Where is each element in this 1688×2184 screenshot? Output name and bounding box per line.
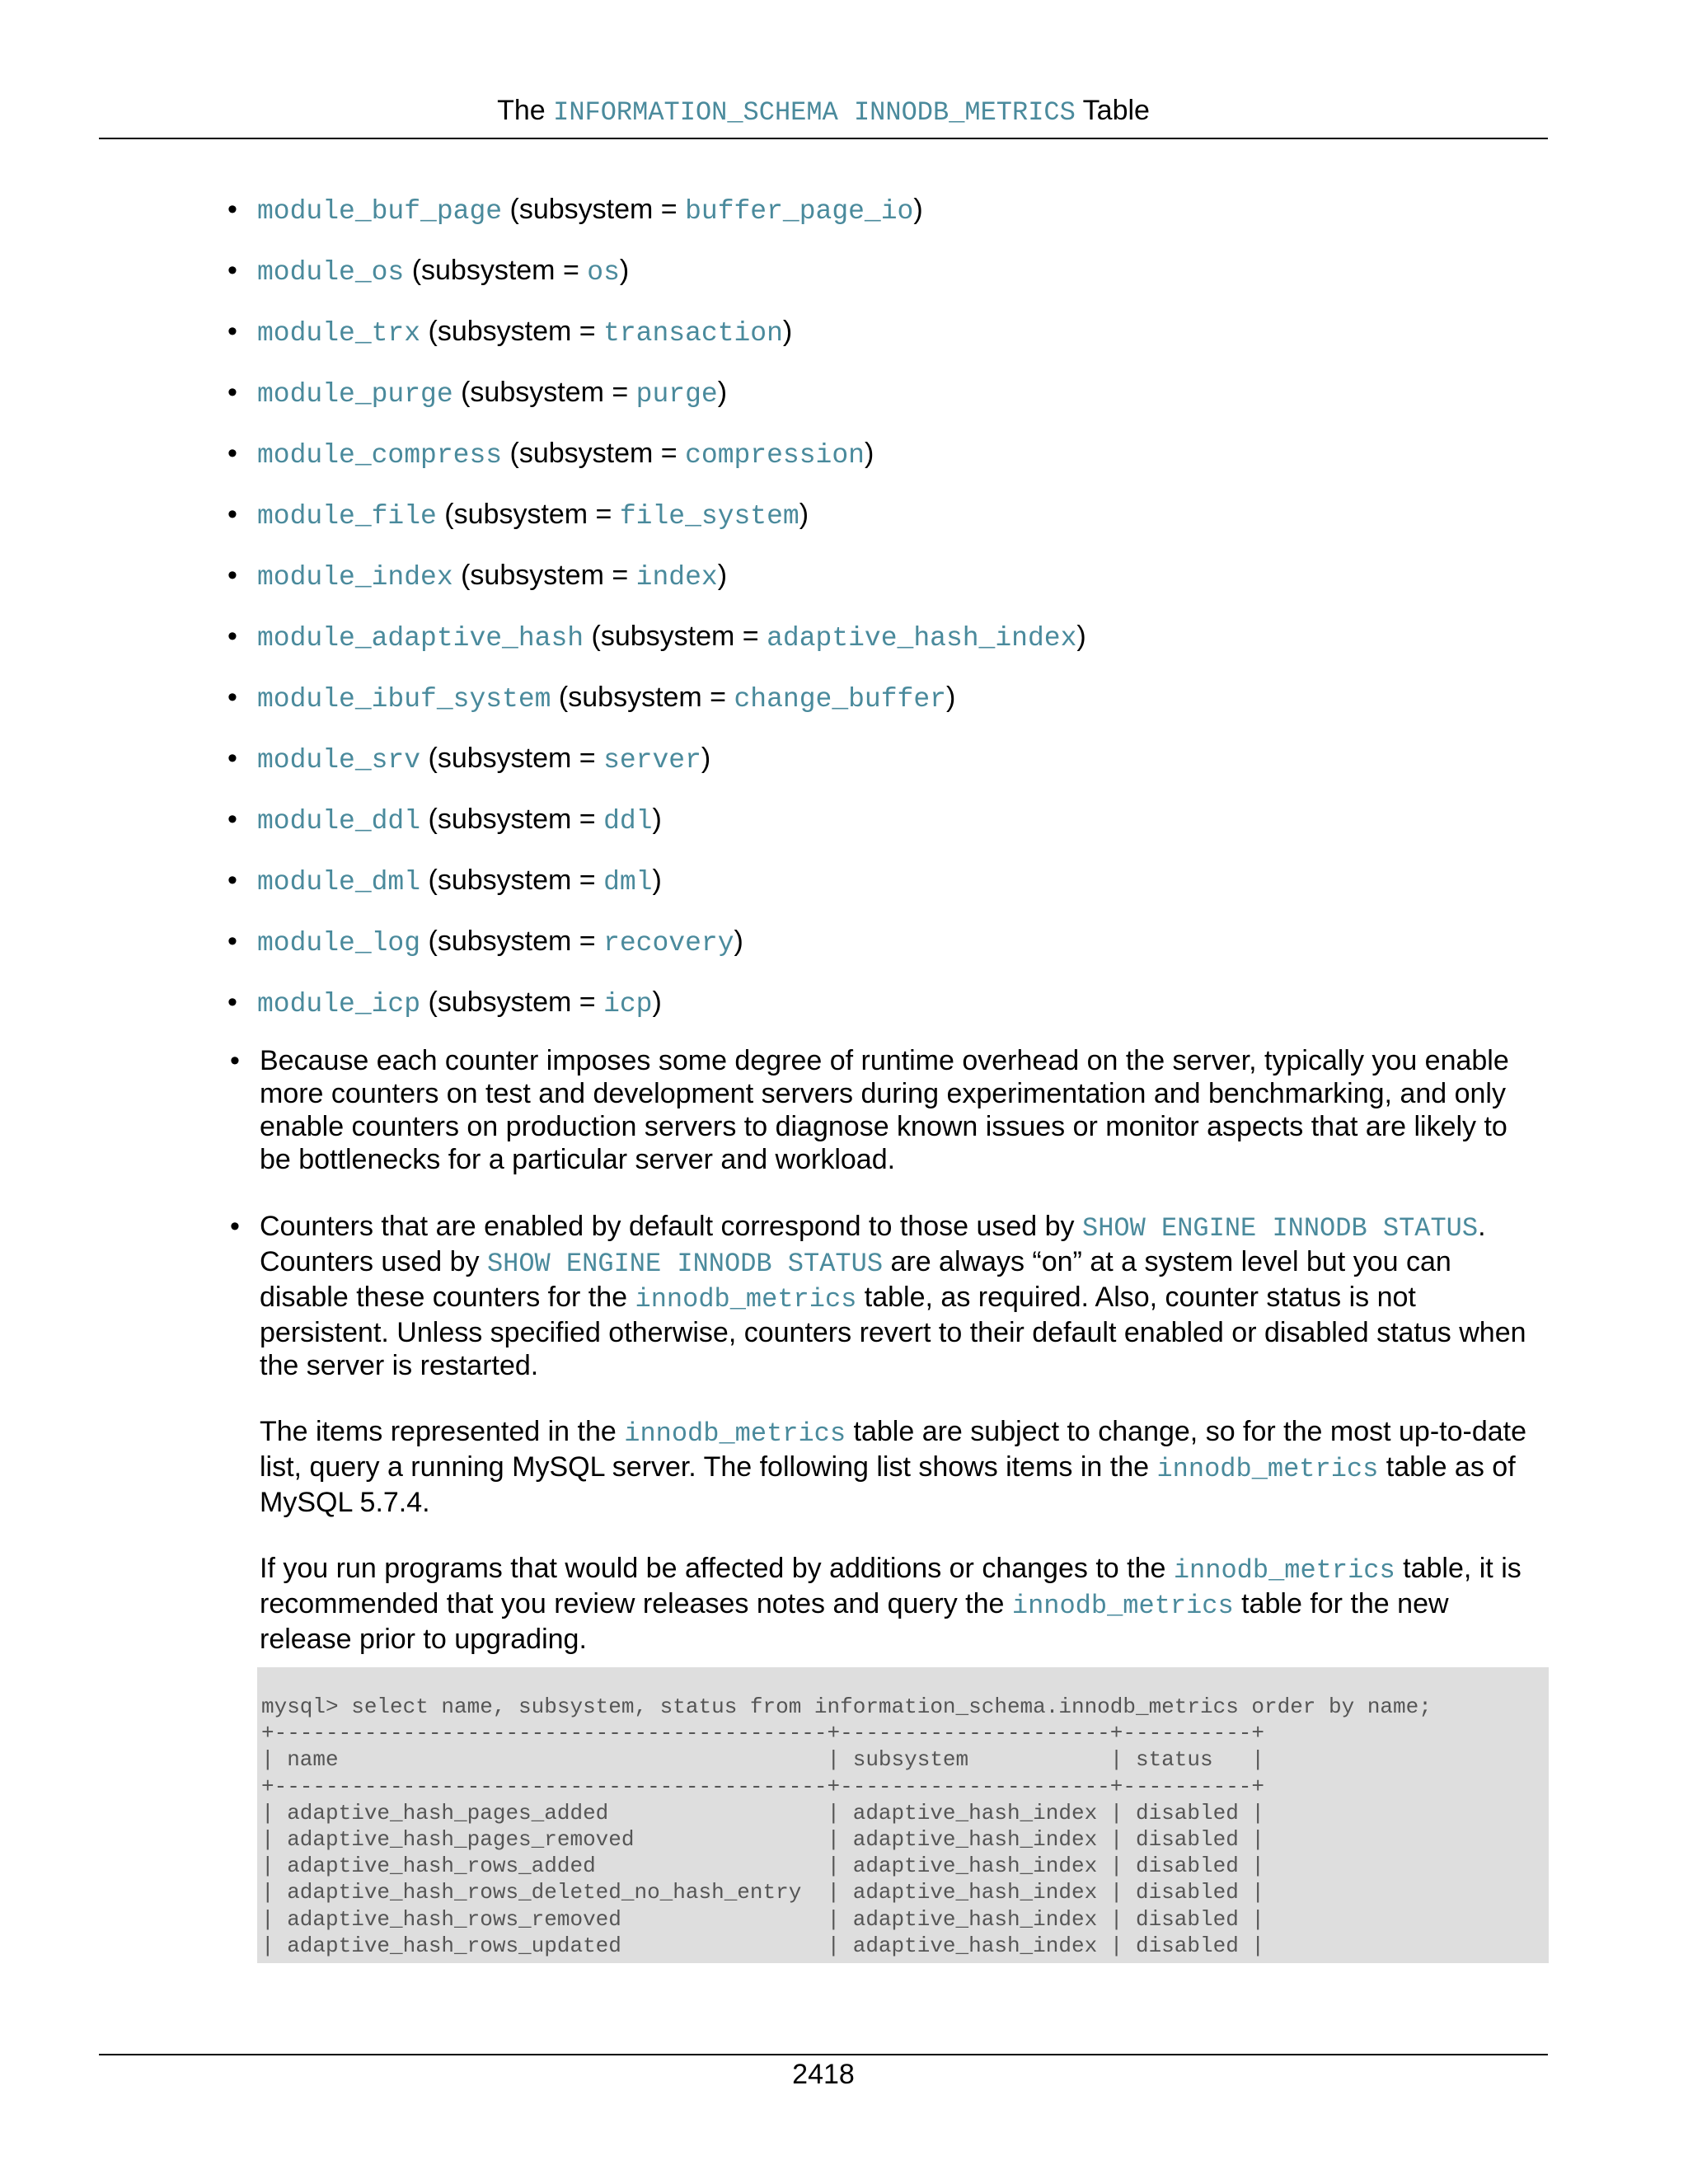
subsystem-label: (subsystem = (411, 255, 588, 286)
subsystem-label-close: ) (864, 438, 874, 469)
overhead-paragraph (230, 1044, 1533, 1176)
inline-code: SHOW ENGINE INNODB STATUS (486, 1249, 884, 1279)
inline-code: innodb_metrics (1011, 1591, 1234, 1621)
subsystem-name: file_system (619, 501, 799, 532)
list-item (227, 923, 1086, 984)
subsystem-label: (subsystem = (461, 560, 636, 591)
bullet-icon: • (227, 255, 237, 286)
module-name: module_dml (257, 867, 421, 898)
subsystem-label: (subsystem = (591, 621, 767, 652)
list-item (227, 801, 1086, 862)
bullet-icon: • (227, 621, 237, 652)
subsystem-name: buffer_page_io (685, 196, 914, 227)
module-name: module_os (257, 257, 405, 288)
bullet-icon: • (227, 865, 237, 896)
text-run: If you run programs that would be affected by additions or changes to the (260, 1553, 1174, 1584)
code-line: | adaptive_hash_pages_added | adaptive_hash_index | disabled | (261, 1800, 1264, 1825)
subsystem-label-close: ) (652, 987, 662, 1018)
subsystem-label-close: ) (717, 377, 728, 408)
subsystem-label: (subsystem = (428, 987, 604, 1018)
bullet-icon: • (227, 560, 237, 591)
subsystem-label-close: ) (652, 804, 662, 835)
list-item (227, 679, 1086, 740)
list-item (227, 435, 1086, 496)
inline-code: SHOW ENGINE INNODB STATUS (1082, 1213, 1479, 1244)
items-paragraph (260, 1415, 1533, 1519)
subsystem-label: (subsystem = (428, 865, 604, 896)
page-number: 2418 (792, 2059, 855, 2090)
programs-paragraph (260, 1552, 1533, 1656)
text-run: Counters that are enabled by default correspond to those used by (260, 1211, 1082, 1242)
subsystem-label: (subsystem = (461, 377, 636, 408)
subsystem-name: adaptive_hash_index (767, 623, 1077, 654)
subsystem-label-close: ) (913, 194, 923, 225)
subsystem-label-close: ) (734, 926, 743, 957)
default-counters-paragraph (230, 1210, 1533, 1382)
bullet-icon: • (227, 804, 237, 835)
inline-code: innodb_metrics (1173, 1555, 1395, 1586)
bullet-icon: • (227, 316, 237, 347)
page-header (99, 92, 1548, 131)
module-name: module_ddl (257, 806, 421, 837)
subsystem-label-close: ) (945, 682, 956, 713)
subsystem-name: purge (635, 379, 718, 410)
list-item (227, 984, 1086, 1045)
overhead-bullet (230, 1044, 1533, 1176)
bullet-icon: • (230, 1211, 240, 1242)
module-name: module_icp (257, 989, 421, 1019)
code-line: | adaptive_hash_rows_updated | adaptive_hash_index | disabled | (261, 1933, 1264, 1958)
bullet-icon: • (227, 743, 237, 774)
code-listing (261, 1694, 1549, 1959)
inline-code: innodb_metrics (635, 1284, 857, 1315)
text-run: table, it is recommended that you review releases notes and query the (260, 1553, 1522, 1619)
subsystem-name: dml (603, 867, 653, 898)
subsystem-label: (subsystem = (444, 499, 620, 530)
subsystem-label-close: ) (701, 743, 711, 774)
subsystem-label-close: ) (619, 255, 630, 286)
subsystem-name: ddl (603, 806, 653, 837)
subsystem-label: (subsystem = (428, 316, 604, 347)
code-line: | adaptive_hash_rows_added | adaptive_hash_index | disabled | (261, 1854, 1264, 1879)
list-item (227, 374, 1086, 435)
bullet-icon: • (227, 926, 237, 957)
text-run: table are subject to change, so for the most up-to-date list, query a running MySQL server. The following list shows items in the (260, 1416, 1527, 1483)
overhead-text: Because each counter imposes some degree of runtime overhead on the server, typically you enable more counters on test and development servers during experimentation and benchmarking, and only enable counters on production servers to diagnose known issues or monitor aspects that are likely to be bottlenecks for a particular server and workload. (260, 1045, 1509, 1175)
subsystem-name: server (603, 745, 701, 776)
list-item (227, 862, 1086, 923)
list-item (227, 252, 1086, 313)
subsystem-label-close: ) (799, 499, 809, 530)
text-run: table, as required. Also, counter status is not persistent. Unless specified otherwise, counters revert to their default enabled or disabled status when the server is restarted. (260, 1282, 1526, 1381)
subsystem-name: change_buffer (734, 684, 946, 715)
bullet-icon: • (227, 987, 237, 1018)
bullet-icon: • (227, 682, 237, 713)
subsystem-name: icp (603, 989, 653, 1019)
code-line: +-------------------------------------------+---------------------+----------+ (261, 1721, 1264, 1746)
text-run: . Counters used by (260, 1211, 1486, 1277)
text-run: The items represented in the (260, 1416, 625, 1447)
text-run: table for the new release prior to upgrading. (260, 1588, 1449, 1655)
subsystem-name: os (587, 257, 620, 288)
code-line: | adaptive_hash_pages_removed | adaptive_hash_index | disabled | (261, 1827, 1264, 1853)
header-rule (99, 138, 1548, 139)
subsystem-label: (subsystem = (428, 743, 604, 774)
module-list (227, 191, 1086, 1045)
code-block (257, 1667, 1549, 1963)
header-code: INFORMATION_SCHEMA INNODB_METRICS (553, 97, 1076, 128)
list-item (227, 740, 1086, 801)
bullet-icon: • (230, 1045, 240, 1076)
module-name: module_adaptive_hash (257, 623, 584, 654)
bullet-icon: • (227, 499, 237, 530)
subsystem-label-close: ) (717, 560, 728, 591)
header-prefix: The (497, 95, 546, 126)
subsystem-name: compression (685, 440, 865, 471)
code-line: | adaptive_hash_rows_deleted_no_hash_entry | adaptive_hash_index | disabled | (261, 1880, 1264, 1905)
inline-code: innodb_metrics (624, 1418, 846, 1449)
subsystem-name: transaction (603, 318, 783, 349)
subsystem-label: (subsystem = (558, 682, 734, 713)
module-name: module_compress (257, 440, 503, 471)
module-name: module_index (257, 562, 453, 593)
list-item (227, 191, 1086, 252)
bullet-icon: • (227, 438, 237, 469)
subsystem-label: (subsystem = (428, 926, 604, 957)
module-name: module_log (257, 928, 421, 958)
code-line: mysql> select name, subsystem, status from information_schema.innodb_metrics order by name; (261, 1694, 1432, 1719)
module-name: module_trx (257, 318, 421, 349)
text-run: table as of MySQL 5.7.4. (260, 1451, 1516, 1518)
list-item (227, 496, 1086, 557)
code-line: | name | subsystem | status | (261, 1747, 1264, 1773)
inline-code: innodb_metrics (1156, 1454, 1379, 1484)
subsystem-name: recovery (603, 928, 734, 958)
code-line: +-------------------------------------------+---------------------+----------+ (261, 1774, 1264, 1799)
module-name: module_ibuf_system (257, 684, 551, 715)
module-name: module_purge (257, 379, 453, 410)
code-line: | adaptive_hash_rows_removed | adaptive_hash_index | disabled | (261, 1906, 1264, 1932)
list-item (227, 618, 1086, 679)
subsystem-label: (subsystem = (509, 438, 686, 469)
bullet-icon: • (227, 194, 237, 225)
module-name: module_buf_page (257, 196, 503, 227)
subsystem-label-close: ) (1076, 621, 1086, 652)
default-counters-bullet (230, 1210, 1533, 1656)
text-run: are always “on” at a system level but you can disable these counters for the (260, 1246, 1451, 1313)
list-item (227, 557, 1086, 618)
list-item (227, 313, 1086, 374)
bullet-icon: • (227, 377, 237, 408)
subsystem-label: (subsystem = (509, 194, 686, 225)
module-name: module_file (257, 501, 437, 532)
subsystem-label: (subsystem = (428, 804, 604, 835)
subsystem-label-close: ) (782, 316, 793, 347)
module-name: module_srv (257, 745, 421, 776)
subsystem-label-close: ) (652, 865, 662, 896)
header-suffix: Table (1082, 95, 1150, 126)
subsystem-name: index (635, 562, 718, 593)
